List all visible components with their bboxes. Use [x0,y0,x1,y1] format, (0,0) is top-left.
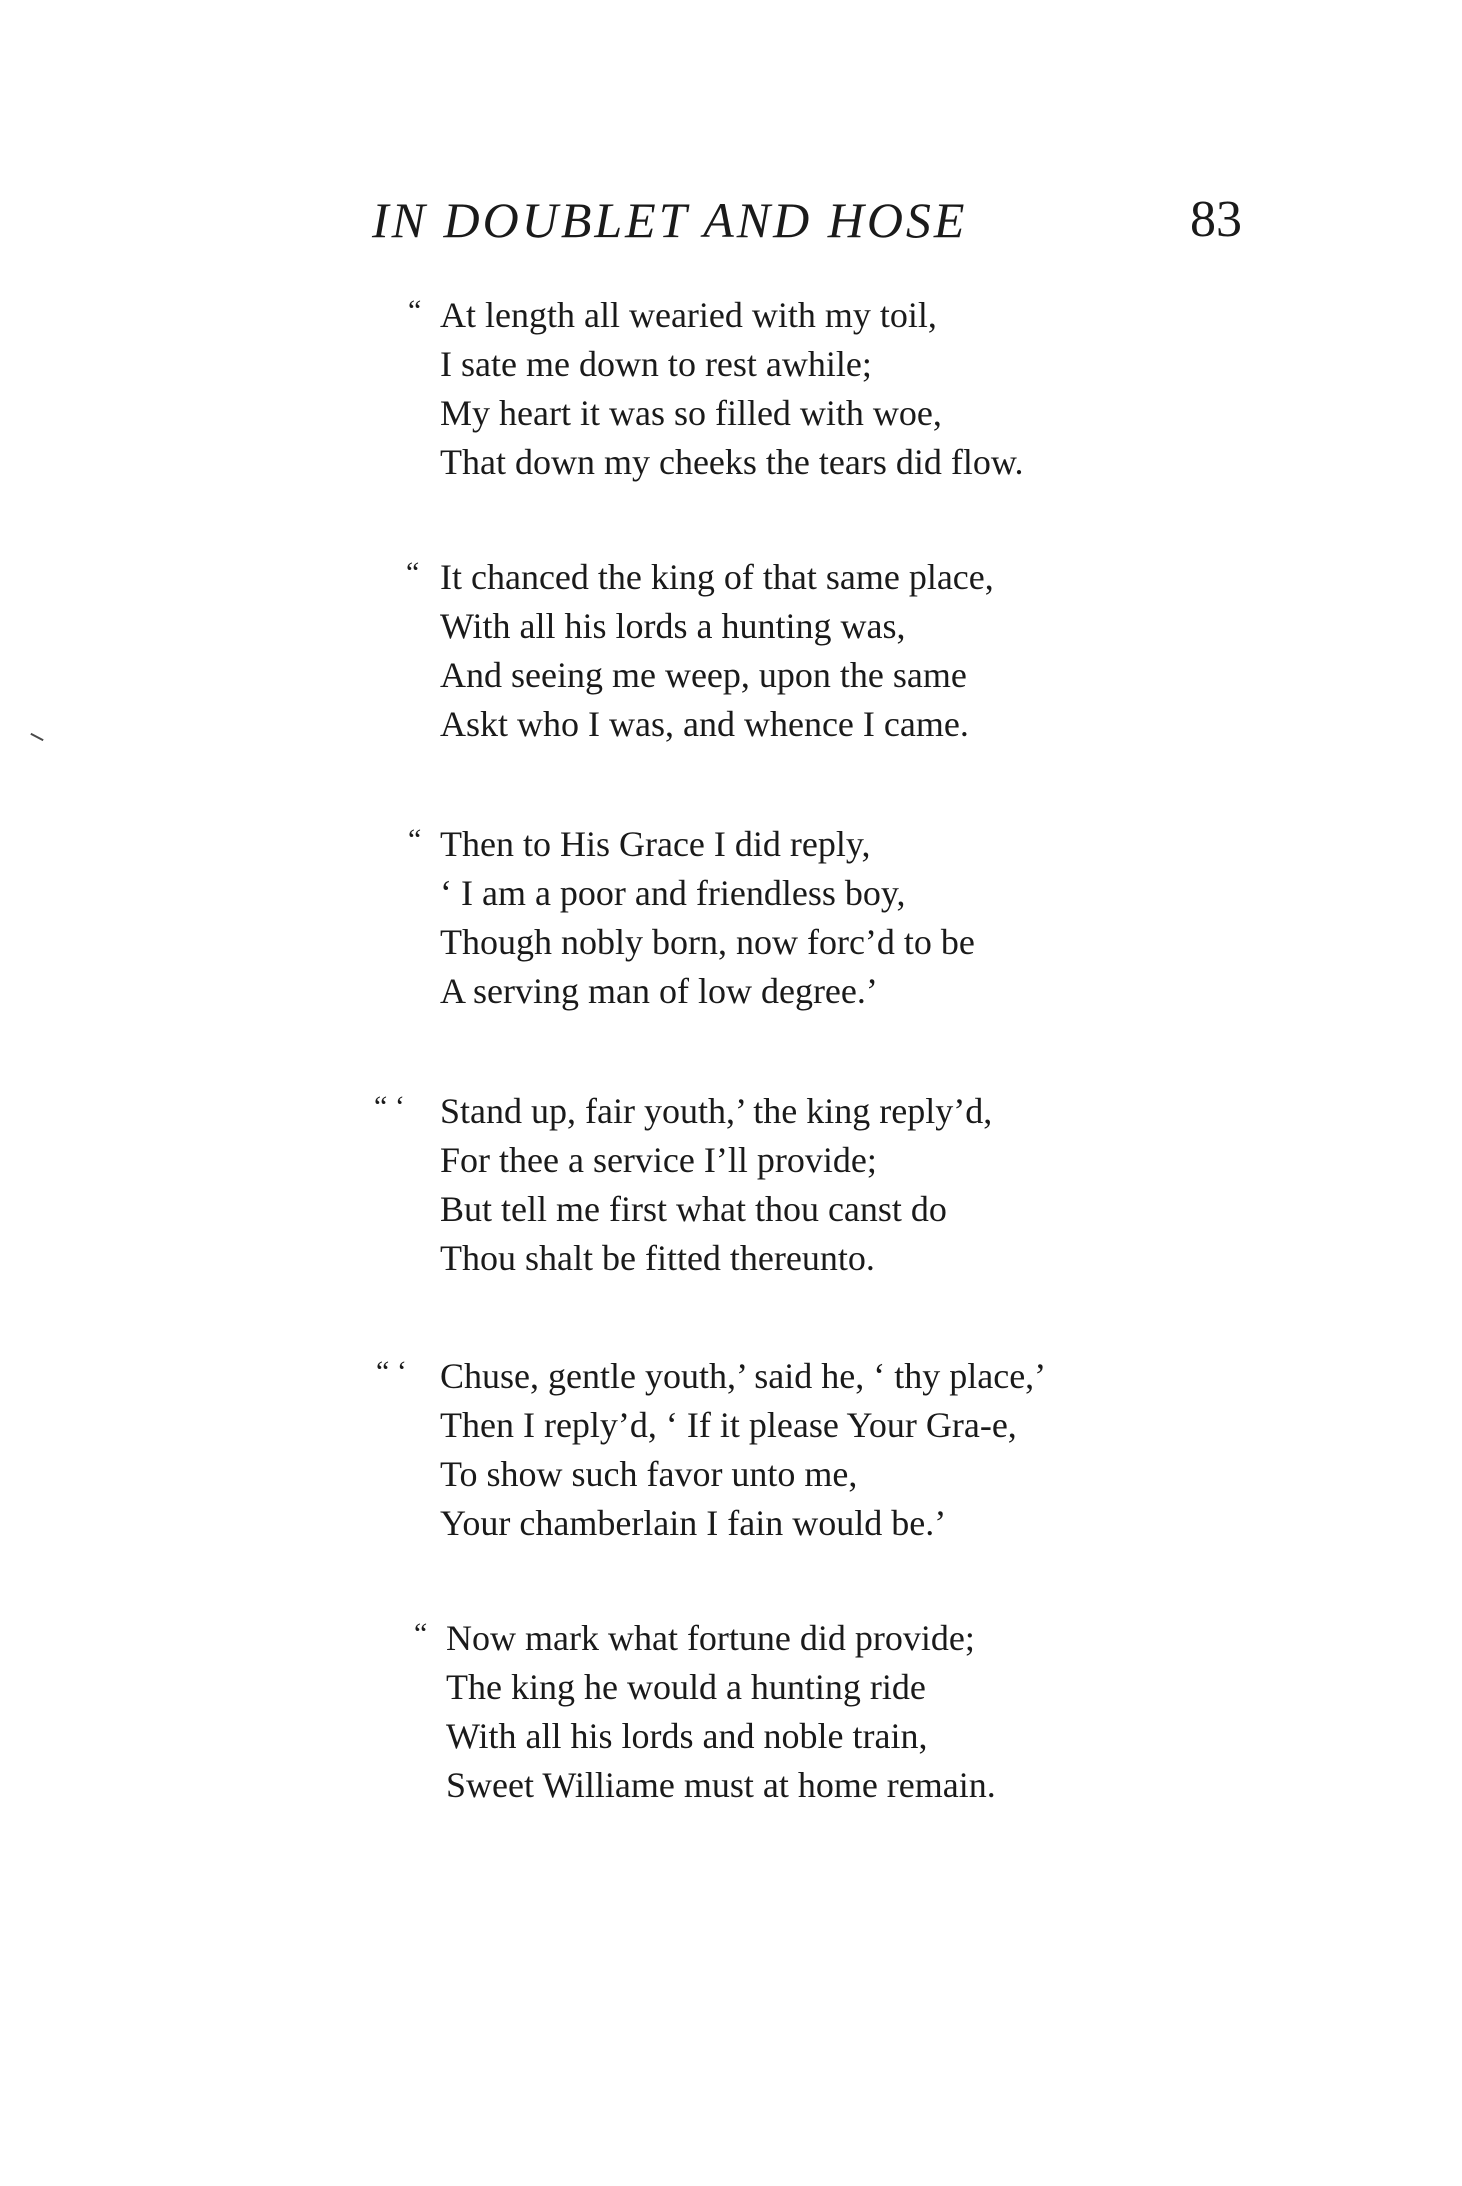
verse-line: But tell me first what thou canst do [440,1189,947,1229]
stanza-3 [408,820,1200,1016]
verse-line: A serving man of low degree.’ [440,971,878,1011]
verse-line: “ It chanced the king of that same place, [440,553,1200,602]
verse-line: Though nobly born, now forc’d to be [440,922,975,962]
verse-line: “ Then to His Grace I did reply, [440,820,1200,869]
stanza-2 [406,553,1200,749]
verse-line: Thou shalt be fitted thereunto. [440,1238,875,1278]
stanza-6 [414,1614,1206,1810]
verse-line: With all his lords a hunting was, [440,606,906,646]
verse-line: “ ‘ Stand up, fair youth,’ the king reply’d, [440,1087,1200,1136]
verse-line: To show such favor unto me, [440,1454,858,1494]
verse-line: My heart it was so filled with woe, [440,393,942,433]
running-head [372,190,1242,250]
verse-line: The king he would a hunting ride [446,1667,926,1707]
opening-quote: “ [414,1617,428,1650]
stray-ink-mark [30,733,43,741]
verse-line: Sweet Williame must at home remain. [446,1765,996,1805]
verse-line: That down my cheeks the tears did flow. [440,442,1024,482]
verse-line: And seeing me weep, upon the same [440,655,967,695]
verse-line: “ Now mark what fortune did provide; [446,1614,1206,1663]
running-title: IN DOUBLET AND HOSE [372,192,968,248]
verse-line: Your chamberlain I fain would be.’ [440,1503,947,1543]
opening-quote: “ [406,556,420,589]
verse-line: “ ‘ Chuse, gentle youth,’ said he, ‘ thy place,’ [440,1352,1200,1401]
opening-quote: “ ‘ [374,1090,405,1123]
opening-quote: “ ‘ [376,1355,407,1388]
verse-line: Then I reply’d, ‘ If it please Your Gra-e, [440,1405,1017,1445]
stanza-4 [374,1087,1200,1283]
page-number: 83 [1190,191,1242,248]
verse-line: Askt who I was, and whence I came. [440,704,969,744]
opening-quote: “ [408,294,422,327]
verse-line: ‘ I am a poor and friendless boy, [440,873,906,913]
verse-line: I sate me down to rest awhile; [440,344,872,384]
stanza-5 [376,1352,1200,1548]
verse-line: “ At length all wearied with my toil, [440,291,1200,340]
stanza-1 [408,291,1200,487]
verse-line: With all his lords and noble train, [446,1716,928,1756]
opening-quote: “ [408,823,422,856]
verse-line: For thee a service I’ll provide; [440,1140,877,1180]
